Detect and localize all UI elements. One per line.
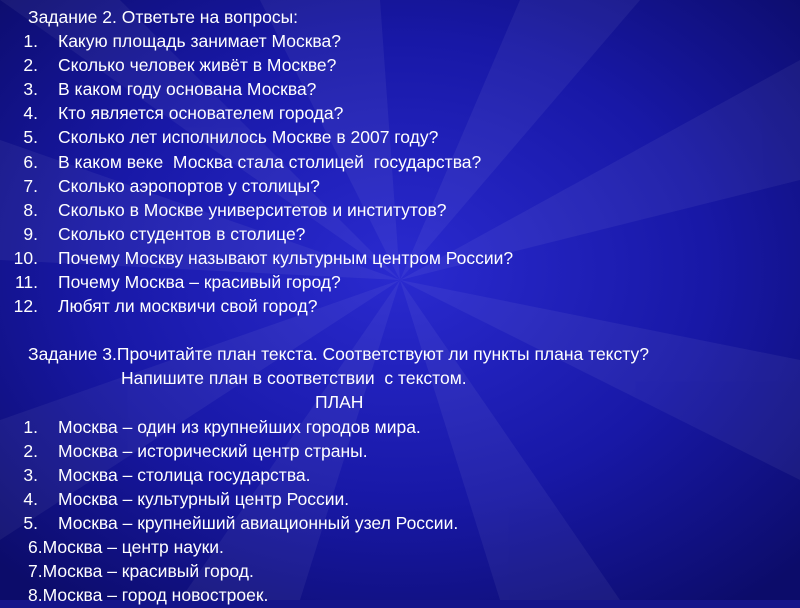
item-text: Сколько аэропортов у столицы? xyxy=(58,175,320,196)
item-text: Москва – исторический центр страны. xyxy=(58,441,368,461)
plan-extra-item: 6.Москва – центр науки. xyxy=(28,537,224,557)
item-number: 5. xyxy=(23,127,38,148)
item-number: 3. xyxy=(23,465,38,485)
item-number: 9. xyxy=(23,223,38,244)
item-text: Какую площадь занимает Москва? xyxy=(58,31,341,51)
plan-heading: ПЛАН xyxy=(315,392,364,412)
item-text: Кто является основателем города? xyxy=(58,103,344,124)
item-number: 6. xyxy=(23,151,38,172)
item-text: Почему Москва – красивый город? xyxy=(58,272,341,292)
task3-title: Задание 3.Прочитайте план текста. Соответствуют ли пункты плана тексту? xyxy=(28,344,649,364)
item-number: 11. xyxy=(14,272,38,292)
item-text: Москва – один из крупнейших городов мира. xyxy=(58,417,421,437)
item-text: Москва – культурный центр России. xyxy=(58,489,350,509)
item-number: 4. xyxy=(23,103,38,124)
plan-extra-item: 8.Москва – город новостроек. xyxy=(28,585,269,605)
task2-title: Задание 2. Ответьте на вопросы: xyxy=(28,7,299,27)
item-number: 4. xyxy=(23,489,38,509)
item-number: 12. xyxy=(13,296,38,317)
item-number: 3. xyxy=(23,79,38,100)
item-number: 1. xyxy=(23,31,38,51)
item-number: 7. xyxy=(23,175,38,196)
item-text: Почему Москву называют культурным центром России? xyxy=(58,247,514,268)
item-number: 2. xyxy=(23,441,38,461)
item-text: Москва – крупнейший авиационный узел России. xyxy=(58,513,459,533)
item-text: Сколько лет исполнилось Москве в 2007 году? xyxy=(58,127,439,148)
item-text: Любят ли москвичи свой город? xyxy=(58,296,318,317)
item-text: В каком году основана Москва? xyxy=(58,79,317,100)
item-text: Сколько человек живёт в Москве? xyxy=(58,55,337,76)
item-number: 10. xyxy=(13,247,38,268)
item-number: 2. xyxy=(23,55,38,76)
item-number: 1. xyxy=(23,417,38,437)
item-number: 8. xyxy=(23,199,38,220)
item-text: Сколько в Москве университетов и институтов? xyxy=(58,199,447,220)
task3-subtitle: Напишите план в соответствии с текстом. xyxy=(121,368,467,388)
item-text: В каком веке Москва стала столицей государства? xyxy=(58,151,482,172)
plan-extra-item: 7.Москва – красивый город. xyxy=(28,561,254,581)
item-number: 5. xyxy=(23,513,38,533)
item-text: Сколько студентов в столице? xyxy=(58,223,306,244)
item-text: Москва – столица государства. xyxy=(58,465,311,485)
